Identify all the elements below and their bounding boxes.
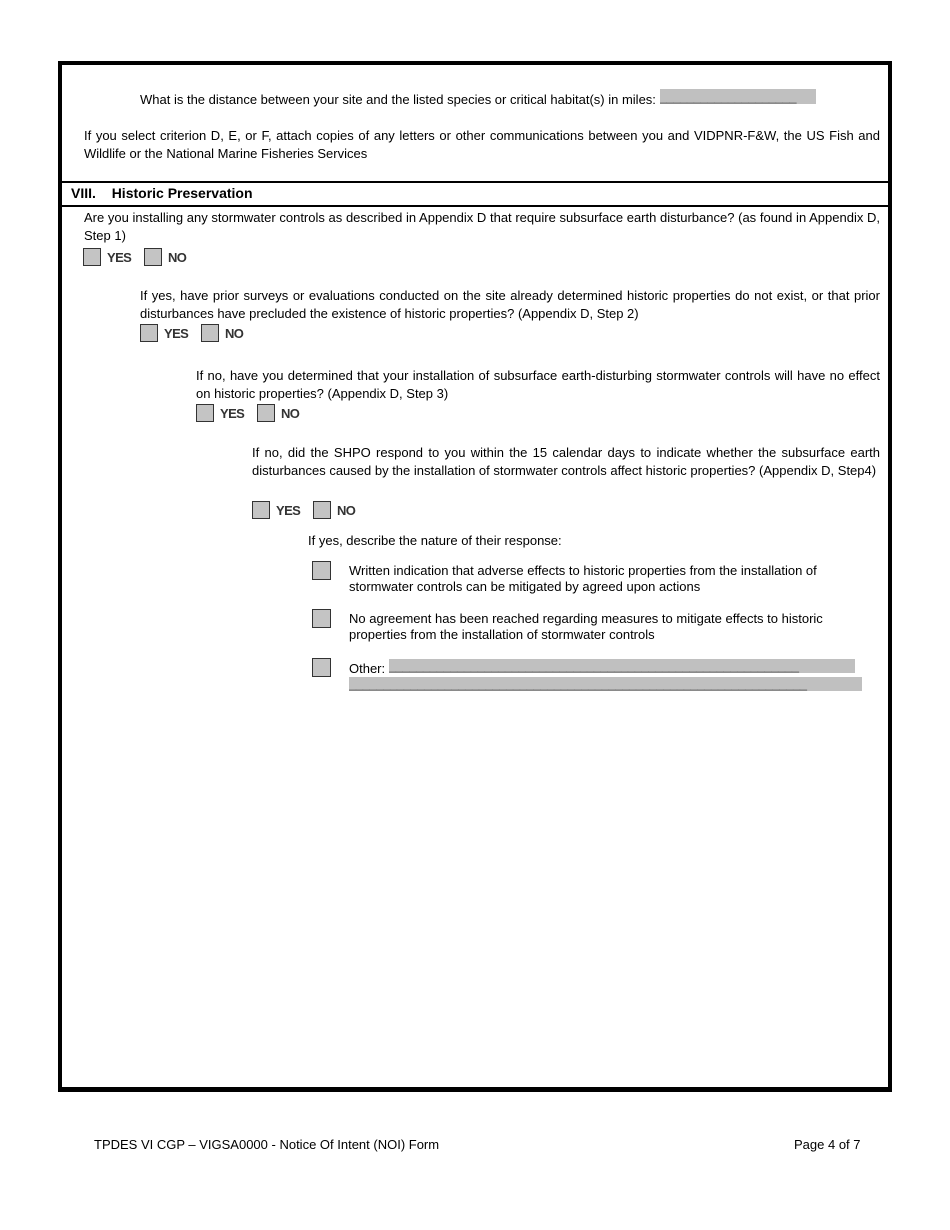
section-name: Historic Preservation [111,185,253,201]
response-other-input-line-1[interactable]: ____________________________________________________________ [389,659,855,673]
q3-yes-label: YES [220,406,245,421]
footer-form-name: TPDES VI CGP – VIGSA0000 - Notice Of Intent (NOI) Form [94,1137,440,1152]
q3-no-checkbox[interactable] [257,404,275,422]
section-number: VIII. [71,185,96,201]
response-option-1-checkbox[interactable] [312,561,331,580]
question-2-answers [140,324,250,344]
distance-question: What is the distance between your site and the listed species or critical habitat(s) in miles: [140,92,656,107]
question-1: Are you installing any stormwater controls as described in Appendix D that require subsurface earth disturbance? (as found in Appendix D, Step 1) [84,210,880,243]
q4-yes-checkbox[interactable] [252,501,270,519]
q1-yes-checkbox[interactable] [83,248,101,266]
q1-no-label: NO [168,250,187,265]
question-4: If no, did the SHPO respond to you within the 15 calendar days to indicate whether the subsurface earth disturbances caused by the installation of stormwater controls affect historic properties? (Appendix D, Step4) [252,445,880,478]
criterion-note: If you select criterion D, E, or F, attach copies of any letters or other communications between you and VIDPNR-F&W, the US Fish and Wildlife or the National Marine Fisheries Services [84,128,880,161]
response-option-2: No agreement has been reached regarding measures to mitigate effects to historic properties from the installation of stormwater controls [349,611,823,642]
q2-yes-label: YES [164,326,189,341]
response-other-row [349,659,869,677]
distance-question-row [140,89,880,109]
q2-no-label: NO [225,326,244,341]
question-1-answers [83,248,193,268]
q4-no-checkbox[interactable] [313,501,331,519]
response-option-1: Written indication that adverse effects to historic properties from the installation of stormwater controls can be mitigated by agreed upon actions [349,563,817,594]
question-3-answers [196,404,306,424]
q3-yes-checkbox[interactable] [196,404,214,422]
q2-no-checkbox[interactable] [201,324,219,342]
response-other-checkbox[interactable] [312,658,331,677]
response-other-input-line-2[interactable]: ___________________________________________________________________ [349,677,862,691]
q1-no-checkbox[interactable] [144,248,162,266]
section-header [62,181,888,207]
q4-yes-label: YES [276,503,301,518]
q2-yes-checkbox[interactable] [140,324,158,342]
question-3: If no, have you determined that your installation of subsurface earth-disturbing stormwater controls will have no effect on historic properties? (Appendix D, Step 3) [196,368,880,401]
q3-no-label: NO [281,406,300,421]
question-2: If yes, have prior surveys or evaluations conducted on the site already determined historic properties do not exist, or that prior disturbances have precluded the existence of historic properties? (Appendix D, Step 2) [140,288,880,321]
section-title [71,184,253,202]
form-frame [58,61,892,1092]
response-prompt: If yes, describe the nature of their response: [308,533,562,548]
response-other-label: Other: [349,661,386,676]
distance-input[interactable]: ____________________ [660,89,816,104]
q1-yes-label: YES [107,250,132,265]
footer-page-number: Page 4 of 7 [794,1137,861,1152]
question-4-answers [252,501,362,521]
q4-no-label: NO [337,503,356,518]
response-option-2-checkbox[interactable] [312,609,331,628]
